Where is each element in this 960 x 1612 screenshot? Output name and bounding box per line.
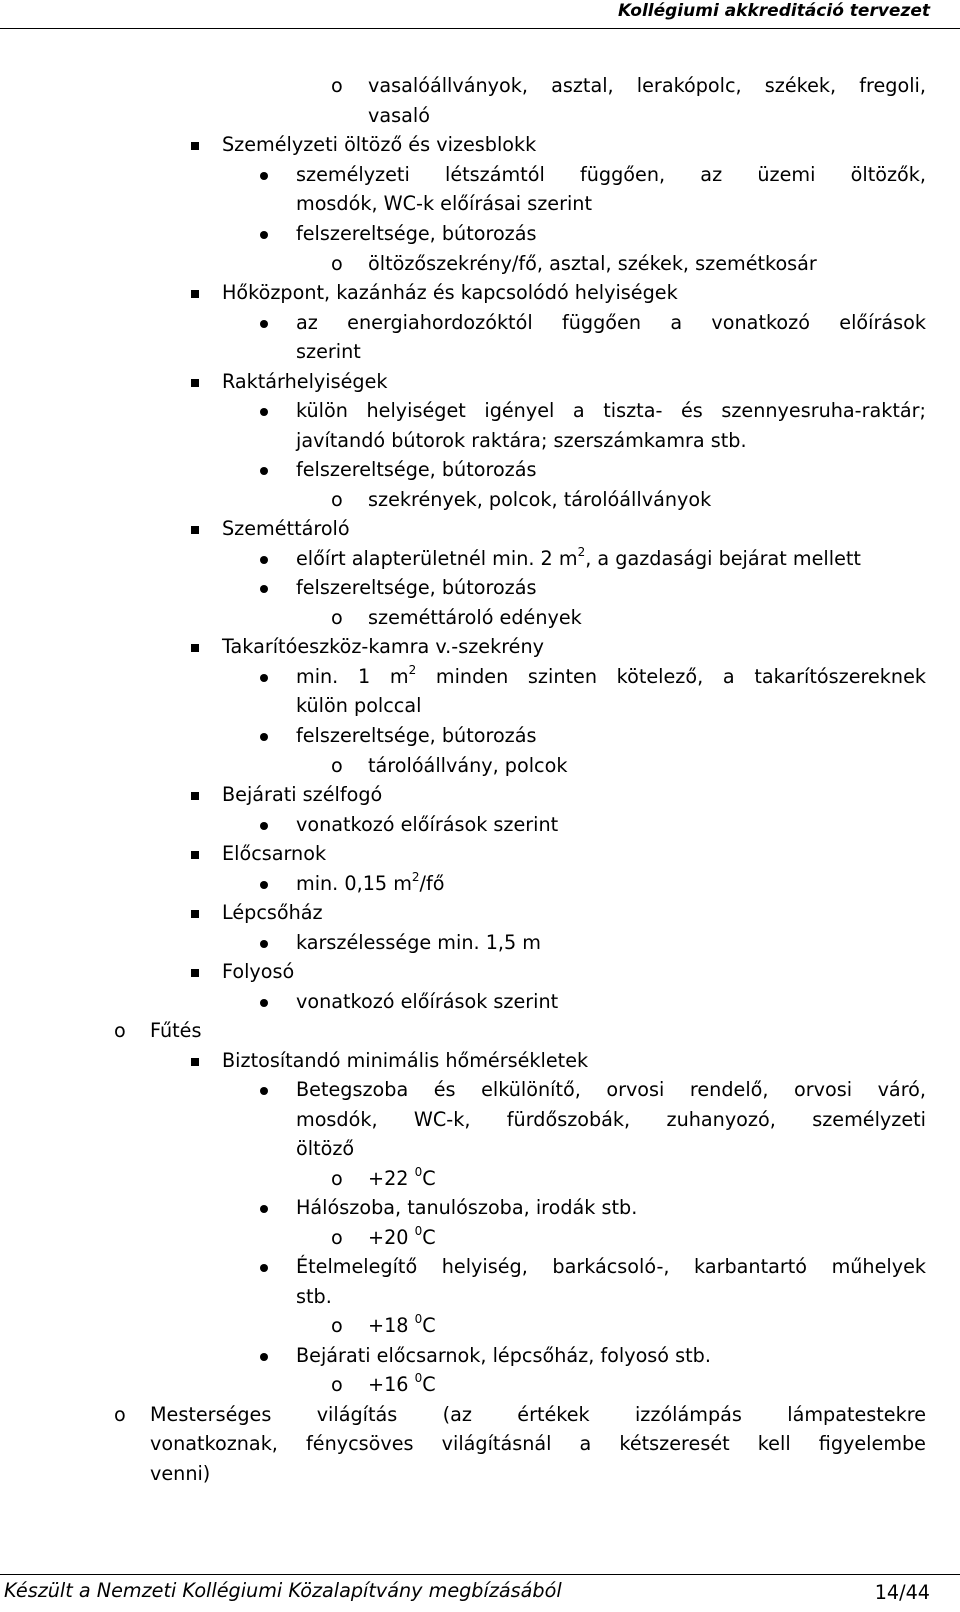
superscript: 0: [414, 1164, 423, 1179]
square-bullet: [191, 644, 199, 652]
list-item-text: vasalóállványok, asztal, lerakópolc, székek, fregoli,: [368, 74, 926, 97]
list-item-text: [368, 1223, 436, 1253]
round-bullet: [260, 674, 268, 682]
list-item-text: az energiahordozóktól függően a vonatkozó előírások: [296, 311, 926, 334]
page-number: 14/44: [874, 1581, 930, 1604]
section-heading: Folyosó: [222, 960, 295, 983]
square-bullet: [191, 851, 199, 859]
list-item-text: öltözőszekrény/fő, asztal, székek, szemétkosár: [368, 252, 817, 275]
list-item-text: felszereltsége, bútorozás: [296, 724, 537, 747]
text-part: /fő: [419, 872, 445, 895]
list-item-text: Ételmelegítő helyiség, barkácsoló-, karbantartó műhelyek: [296, 1255, 926, 1278]
round-bullet: [260, 1353, 268, 1361]
list-item-text: [368, 1370, 436, 1400]
square-bullet: [191, 910, 199, 918]
footer-credit: Készült a Nemzeti Kollégiumi Közalapítvány megbízásából: [4, 1579, 562, 1602]
superscript: 2: [411, 869, 420, 884]
list-item-text: [296, 662, 926, 692]
square-bullet: [191, 379, 199, 387]
list-item-text: javítandó bútorok raktára; szerszámkamra stb.: [296, 429, 747, 452]
text-part: C: [422, 1314, 436, 1337]
text-part: +18: [368, 1314, 415, 1337]
section-heading: Hőközpont, kazánház és kapcsolódó helyiségek: [222, 281, 678, 304]
list-item-text: szekrények, polcok, tárolóállványok: [368, 488, 712, 511]
list-item-text: felszereltsége, bútorozás: [296, 222, 537, 245]
section-heading: Lépcsőház: [222, 901, 323, 924]
text-part: min. 0,15 m: [296, 872, 412, 895]
list-item-text: [296, 869, 445, 899]
list-item-text: külön helyiséget igényel a tiszta- és szennyesruha-raktár;: [296, 399, 926, 422]
round-bullet: [260, 1264, 268, 1272]
round-bullet: [260, 231, 268, 239]
list-item-text: [368, 1311, 436, 1341]
section-heading: Szeméttároló: [222, 517, 350, 540]
round-bullet: [260, 1087, 268, 1095]
list-item-text: külön polccal: [296, 694, 422, 717]
round-bullet: [260, 585, 268, 593]
superscript: 2: [408, 662, 417, 677]
text-part: minden szinten kötelező, a takarítószereknek: [416, 665, 926, 688]
round-bullet: [260, 320, 268, 328]
section-heading: Biztosítandó minimális hőmérsékletek: [222, 1049, 589, 1072]
text-part: +20: [368, 1226, 415, 1249]
circle-bullet: o: [331, 1373, 343, 1396]
list-item-text: mosdók, WC-k előírásai szerint: [296, 192, 592, 215]
circle-bullet: o: [331, 1314, 343, 1337]
circle-bullet: o: [114, 1403, 126, 1426]
circle-bullet: o: [331, 754, 343, 777]
list-item-text: felszereltsége, bútorozás: [296, 458, 537, 481]
section-heading: Személyzeti öltöző és vizesblokk: [222, 133, 537, 156]
section-heading: Raktárhelyiségek: [222, 370, 388, 393]
text-part: +22: [368, 1167, 415, 1190]
section-heading: Takarítóeszköz-kamra v.-szekrény: [222, 635, 544, 658]
page-header: [0, 0, 960, 29]
list-item-text: öltöző: [296, 1137, 355, 1160]
square-bullet: [191, 142, 199, 150]
circle-bullet: o: [331, 1167, 343, 1190]
header-title: Kollégiumi akkreditáció tervezet: [618, 1, 930, 21]
list-item-text: tárolóállvány, polcok: [368, 754, 568, 777]
text-part: C: [422, 1373, 436, 1396]
list-item-text: Bejárati előcsarnok, lépcsőház, folyosó stb.: [296, 1344, 711, 1367]
circle-bullet: o: [114, 1019, 126, 1042]
round-bullet: [260, 881, 268, 889]
list-item-text: szerint: [296, 340, 361, 363]
superscript: 0: [414, 1311, 423, 1326]
round-bullet: [260, 940, 268, 948]
superscript: 0: [414, 1370, 423, 1385]
superscript: 0: [414, 1223, 423, 1238]
square-bullet: [191, 969, 199, 977]
list-item-text: vasaló: [368, 104, 430, 127]
text-part: min. 1 m: [296, 665, 409, 688]
round-bullet: [260, 556, 268, 564]
round-bullet: [260, 822, 268, 830]
circle-bullet: o: [331, 488, 343, 511]
list-item-text: személyzeti létszámtól függően, az üzemi öltözők,: [296, 163, 926, 186]
list-item-text: szeméttároló edények: [368, 606, 582, 629]
circle-bullet: o: [331, 606, 343, 629]
square-bullet: [191, 526, 199, 534]
list-item-text: Betegszoba és elkülönítő, orvosi rendelő, orvosi váró,: [296, 1078, 926, 1101]
square-bullet: [191, 1058, 199, 1066]
superscript: 2: [577, 544, 586, 559]
list-item-text: venni): [150, 1462, 211, 1485]
text-part: , a gazdasági bejárat mellett: [585, 547, 861, 570]
circle-bullet: o: [331, 74, 343, 97]
list-item-text: felszereltsége, bútorozás: [296, 576, 537, 599]
list-item-text: Mesterséges világítás (az értékek izzólámpás lámpatestekre: [150, 1403, 926, 1426]
section-heading: Bejárati szélfogó: [222, 783, 383, 806]
round-bullet: [260, 467, 268, 475]
round-bullet: [260, 733, 268, 741]
circle-bullet: o: [331, 252, 343, 275]
list-item-text: vonatkozó előírások szerint: [296, 813, 559, 836]
circle-bullet: o: [331, 1226, 343, 1249]
list-item-text: Hálószoba, tanulószoba, irodák stb.: [296, 1196, 638, 1219]
list-item-text: vonatkoznak, fénycsöves világításnál a kétszeresét kell figyelembe: [150, 1432, 926, 1455]
text-part: C: [422, 1167, 436, 1190]
list-item-text: stb.: [296, 1285, 332, 1308]
round-bullet: [260, 999, 268, 1007]
round-bullet: [260, 408, 268, 416]
round-bullet: [260, 172, 268, 180]
section-heading: Előcsarnok: [222, 842, 327, 865]
page-footer: [0, 1574, 960, 1612]
list-item-text: [368, 1164, 436, 1194]
list-item-text: mosdók, WC-k, fürdőszobák, zuhanyozó, személyzeti: [296, 1108, 926, 1131]
text-part: +16: [368, 1373, 415, 1396]
list-item-text: karszélessége min. 1,5 m: [296, 931, 541, 954]
text-part: előírt alapterületnél min. 2 m: [296, 547, 578, 570]
section-heading: Fűtés: [150, 1019, 202, 1042]
square-bullet: [191, 290, 199, 298]
list-item-text: vonatkozó előírások szerint: [296, 990, 559, 1013]
list-item-text: [296, 544, 861, 574]
round-bullet: [260, 1205, 268, 1213]
text-part: C: [422, 1226, 436, 1249]
square-bullet: [191, 792, 199, 800]
